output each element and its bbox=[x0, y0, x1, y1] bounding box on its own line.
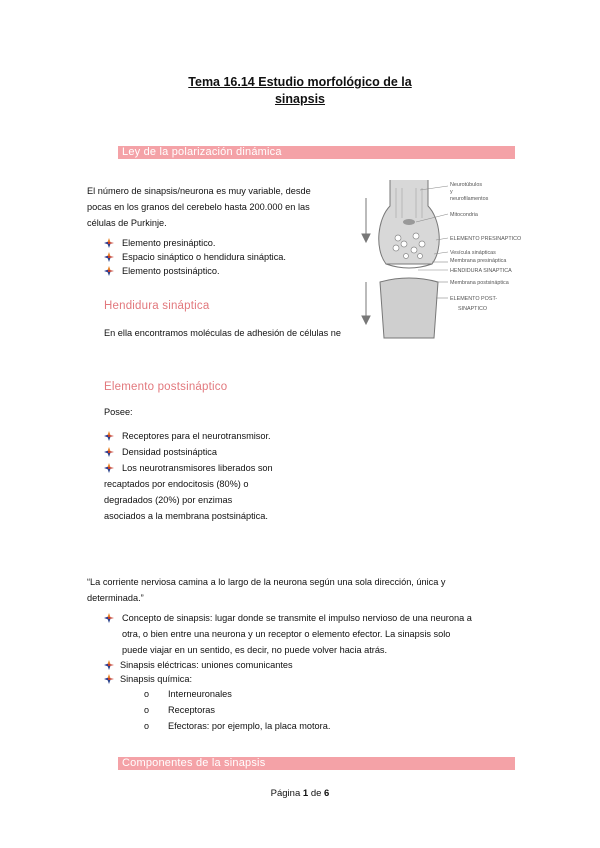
heading-postsinaptico: Elemento postsináptico bbox=[104, 381, 228, 393]
title-line-2: sinapsis bbox=[274, 92, 326, 106]
posee-label: Posee: bbox=[104, 407, 133, 417]
arrow-bullet-icon bbox=[104, 613, 114, 623]
arrow-bullet-icon bbox=[104, 252, 114, 262]
list-item bbox=[104, 460, 364, 476]
heading-hendidura: Hendidura sináptica bbox=[104, 300, 210, 312]
quote bbox=[87, 574, 527, 606]
intro-line: El número de sinapsis/neurona es muy variable, desde bbox=[87, 186, 311, 196]
section-band-componentes: Componentes de la sinapsis bbox=[118, 757, 515, 770]
post-cont-line: degradados (20%) por enzimas bbox=[104, 495, 233, 505]
arrow-bullet-icon bbox=[104, 238, 114, 248]
concepts-list bbox=[104, 610, 524, 734]
fig-label: ELEMENTO POST- bbox=[450, 296, 498, 302]
list-item bbox=[104, 658, 524, 672]
list-item-text: Espacio sináptico o hendidura sináptica. bbox=[122, 252, 286, 262]
section-band-ley: Ley de la polarización dinámica bbox=[118, 146, 515, 159]
concepto-text bbox=[122, 610, 472, 658]
fig-label: Vesícula sinápticas bbox=[450, 250, 496, 256]
fig-label: Mitocondria bbox=[450, 212, 478, 218]
sub-item-text: Efectoras: por ejemplo, la placa motora. bbox=[168, 721, 331, 731]
fig-label: Membrana presináptica bbox=[450, 258, 507, 264]
footer-label: Página bbox=[270, 788, 301, 799]
elements-list bbox=[104, 236, 286, 278]
list-item bbox=[104, 444, 364, 460]
fig-label: neurofilamentos bbox=[450, 196, 489, 202]
footer-page-total: 6 bbox=[324, 788, 330, 799]
concepto-line: otra, o bien entre una neurona y un receptor o elemento efector. La sinapsis solo bbox=[122, 629, 451, 639]
arrow-bullet-icon bbox=[104, 674, 114, 684]
synapse-figure bbox=[358, 178, 540, 340]
title-line-1: Tema 16.14 Estudio morfológico de la bbox=[188, 75, 412, 89]
concepto-line: Concepto de sinapsis: lugar donde se transmite el impulso nervioso de una neurona a bbox=[122, 613, 472, 623]
arrow-bullet-icon bbox=[104, 463, 114, 473]
fig-label: ELEMENTO PRESINAPTICO bbox=[450, 236, 522, 242]
page-title bbox=[0, 74, 600, 108]
circle-bullet-icon: o bbox=[144, 689, 150, 699]
footer-page-number: 1 bbox=[302, 788, 309, 799]
sub-list-item bbox=[144, 686, 524, 702]
circle-bullet-icon: o bbox=[144, 705, 150, 715]
sub-list-item bbox=[144, 702, 524, 718]
post-cont-line: asociados a la membrana postsináptica. bbox=[104, 511, 268, 521]
list-item-text: Sinapsis eléctricas: uniones comunicantes bbox=[120, 660, 293, 670]
intro-paragraph bbox=[87, 183, 347, 231]
circle-bullet-icon: o bbox=[144, 721, 150, 731]
intro-line: células de Purkinje. bbox=[87, 218, 167, 228]
quote-line: determinada.” bbox=[87, 593, 144, 603]
list-item-text: Receptores para el neurotransmisor. bbox=[122, 431, 271, 441]
arrow-bullet-icon bbox=[104, 447, 114, 457]
quote-line: “La corriente nerviosa camina a lo largo de la neurona según una sola dirección, única y bbox=[87, 577, 446, 587]
hendidura-text: En ella encontramos moléculas de adhesión de células ne bbox=[104, 328, 341, 338]
list-item-text: Elemento postsináptico. bbox=[122, 266, 220, 276]
fig-label: y bbox=[450, 189, 453, 195]
list-item bbox=[104, 428, 364, 444]
concepto-line: puede viajar en un sentido, es decir, no puede volver hacia atrás. bbox=[122, 645, 388, 655]
list-item-text: Elemento presináptico. bbox=[122, 238, 216, 248]
arrow-bullet-icon bbox=[104, 660, 114, 670]
post-cont-line: recaptados por endocitosis (80%) o bbox=[104, 479, 249, 489]
sub-item-text: Interneuronales bbox=[168, 689, 232, 699]
intro-line: pocas en los granos del cerebelo hasta 200.000 en las bbox=[87, 202, 310, 212]
sub-list-item bbox=[144, 718, 524, 734]
arrow-bullet-icon bbox=[104, 431, 114, 441]
quimica-sublist bbox=[104, 686, 524, 734]
list-item-text: Densidad postsináptica bbox=[122, 447, 217, 457]
list-item-text: Los neurotransmisores liberados son bbox=[122, 463, 273, 473]
list-item bbox=[104, 264, 286, 278]
list-item bbox=[104, 610, 524, 658]
list-item bbox=[104, 672, 524, 686]
page-footer bbox=[0, 788, 600, 799]
footer-label: de bbox=[310, 788, 322, 799]
fig-label: Neurotúbulos bbox=[450, 182, 483, 188]
fig-label: Membrana postsináptica bbox=[450, 280, 509, 286]
sub-item-text: Receptoras bbox=[168, 705, 215, 715]
post-list bbox=[104, 428, 364, 524]
fig-label: HENDIDURA SINAPTICA bbox=[450, 268, 512, 274]
list-item bbox=[104, 236, 286, 250]
post-cont bbox=[104, 476, 364, 524]
list-item-text: Sinapsis química: bbox=[120, 674, 193, 684]
arrow-bullet-icon bbox=[104, 266, 114, 276]
fig-label: SINAPTICO bbox=[458, 306, 488, 312]
list-item bbox=[104, 250, 286, 264]
